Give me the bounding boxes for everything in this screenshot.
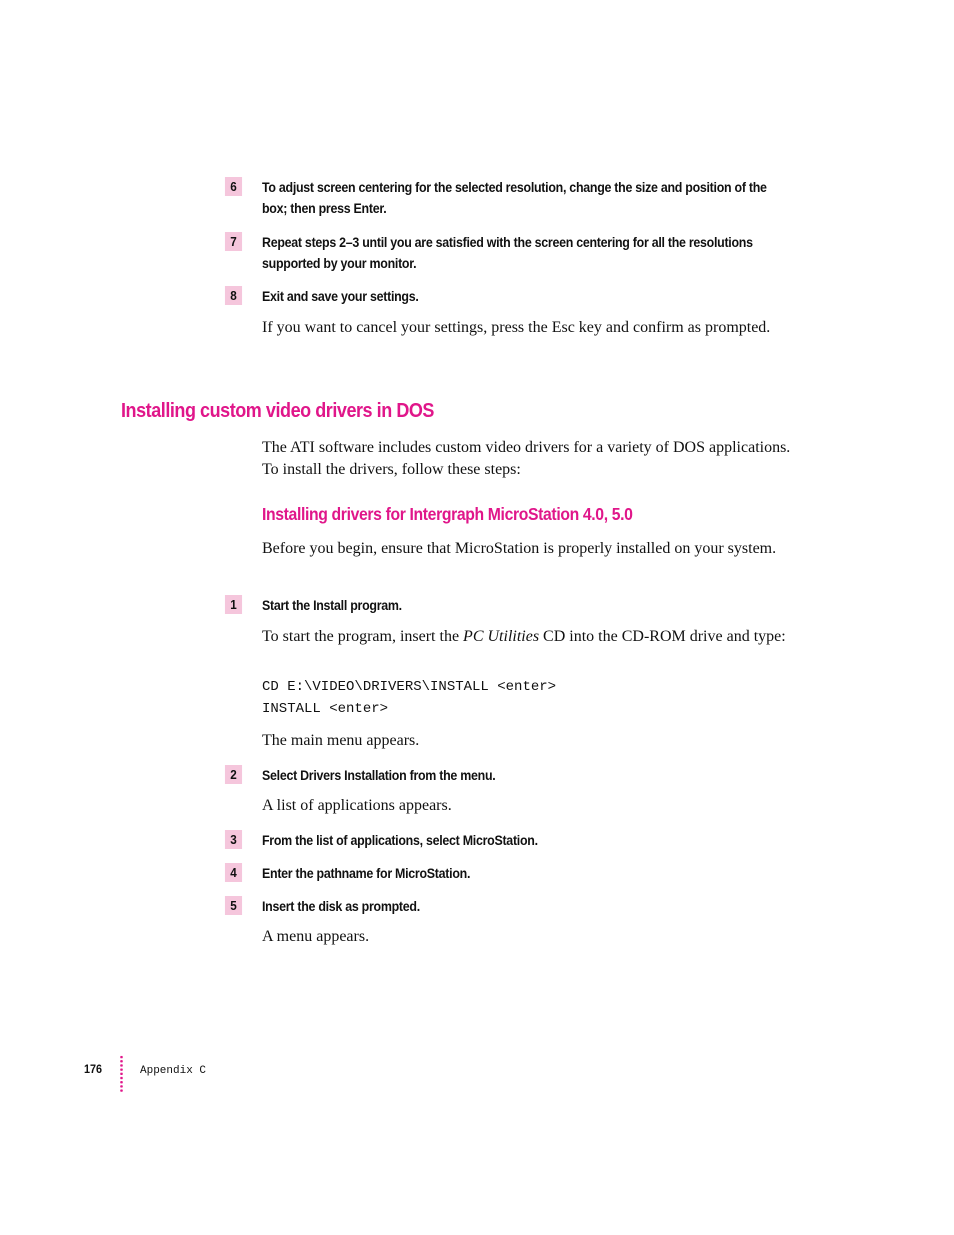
step-number: 8 [225, 286, 242, 305]
step-instruction: Select Drivers Installation from the menu. [262, 768, 496, 783]
note-text: CD into the CD-ROM drive and type: [539, 628, 786, 645]
dotted-divider [120, 1055, 123, 1093]
section-intro: The ATI software includes custom video drivers for a variety of DOS applications. To install the drivers, follow these steps: [262, 439, 791, 478]
step-instruction: Enter the pathname for MicroStation. [262, 866, 471, 881]
step-instruction: Insert the disk as prompted. [262, 899, 420, 914]
step-instruction: Exit and save your settings. [262, 289, 419, 304]
subsection-intro: Before you begin, ensure that MicroStation is properly installed on your system. [262, 540, 777, 557]
step-instruction: Start the Install program. [262, 598, 402, 613]
subsection-heading: Installing drivers for Intergraph MicroStation 4.0, 5.0 [262, 504, 633, 524]
step-number: 1 [225, 595, 242, 614]
step-number: 5 [225, 896, 242, 915]
main-menu-note: The main menu appears. [262, 732, 420, 749]
cancel-note: If you want to cancel your settings, press the Esc key and confirm as prompted. [262, 319, 771, 336]
menu-note: A menu appears. [262, 928, 370, 945]
step-number: 3 [225, 830, 242, 849]
code-line: CD E:\VIDEO\DRIVERS\INSTALL <enter> [262, 679, 557, 695]
step-number: 2 [225, 765, 242, 784]
section-heading: Installing custom video drivers in DOS [121, 400, 434, 422]
appendix-label: Appendix C [140, 1065, 207, 1077]
page-number: 176 [84, 1062, 103, 1076]
code-line: INSTALL <enter> [262, 701, 389, 717]
product-name: PC Utilities [463, 628, 540, 645]
step-number: 6 [225, 177, 242, 196]
note-text: To start the program, insert the [262, 628, 464, 645]
step-instruction: To adjust screen centering for the selected resolution, change the size and position of the box; then press Enter. [262, 180, 767, 216]
step-instruction: From the list of applications, select MicroStation. [262, 833, 538, 848]
step-instruction: Repeat steps 2–3 until you are satisfied with the screen centering for all the resolutions supported by your monitor. [262, 235, 753, 271]
step-number: 4 [225, 863, 242, 882]
list-note: A list of applications appears. [262, 797, 452, 814]
step-1-note [262, 626, 797, 648]
step-number: 7 [225, 232, 242, 251]
